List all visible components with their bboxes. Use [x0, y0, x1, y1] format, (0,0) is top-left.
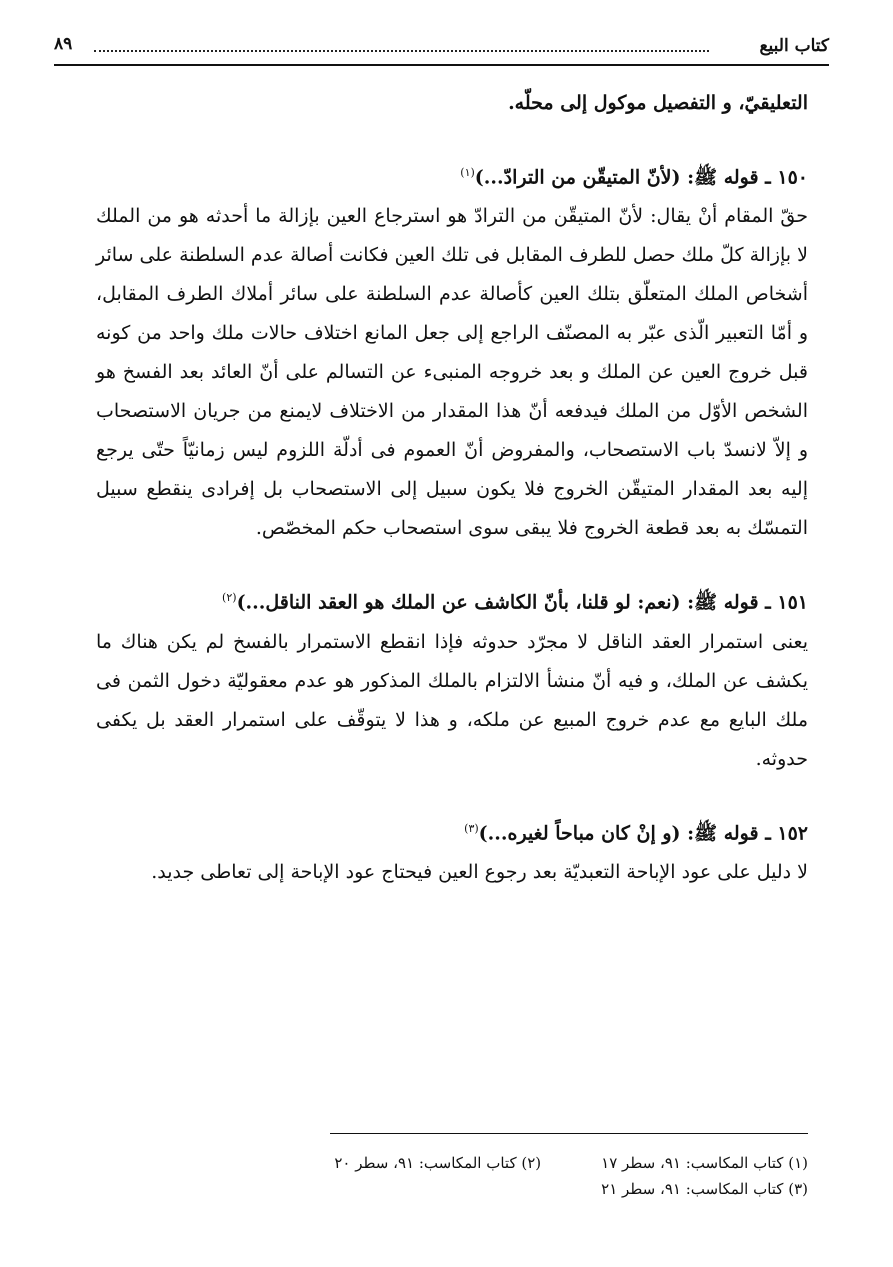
footnote-ref: (٢) — [222, 591, 237, 605]
footnote-row — [180, 1150, 808, 1176]
section-heading-152 — [96, 809, 808, 853]
footnote-divider — [330, 1133, 808, 1134]
header-dot-leader — [94, 50, 709, 52]
heading-text: ١٥٠ ـ قوله ﷺ: (لأنّ المتيقّن من الترادّ...) — [474, 166, 808, 189]
paragraph-152: لا دليل على عود الإباحة التعبديّة بعد رجوع العين فيحتاج عود الإباحة إلى تعاطى جديد. — [151, 860, 808, 883]
paragraph-continuation — [96, 84, 808, 123]
heading-text: ١٥٢ ـ قوله ﷺ: (و إنْ كان مباحاً لغيره...) — [478, 821, 808, 844]
main-text — [96, 84, 808, 892]
footnotes — [180, 1150, 808, 1202]
footnote-1: (١) كتاب المكاسب: ٩١، سطر ١٧ — [601, 1154, 808, 1172]
section-heading-150 — [96, 153, 808, 197]
running-header — [54, 30, 829, 66]
section-heading-151 — [96, 578, 808, 622]
footnote-2: (٢) كتاب المكاسب: ٩١، سطر ٢٠ — [334, 1154, 542, 1172]
footnote-ref: (٣) — [464, 821, 479, 835]
paragraph-150: حقّ المقام أنْ يقال: لأنّ المتيقّن من الترادّ هو استرجاع العين بإزالة ما أحدثه هو من الملك لا بإزالة كلّ ملك حصل للطرف المقابل فى تلك العين فكانت أصالة عدم السلطنة على سائر أشخاص الملك المتعلّق بتلك العين كأصالة عدم السلطنة على سائر أملاك الطرف المقابل، و أمّا التعبير الّذى عبّر به المصنّف الراجع إلى جعل المانع اختلاف حالات ملك واحد من كونه قبل خروج العين عن الملك و بعد خروجه المنبىء عن التسالم على أنّ العائد بعد الفسخ هو الشخص الأوّل من الملك فيدفعه أنّ هذا المقدار من الاختلاف لايمنع من جريان الاستصحاب و إلاّ لانسدّ باب الاستصحاب، والمفروض أنّ العموم فى أدلّة اللزوم ليس زمانيّاً حتّى يرجع إليه بعد المقدار المتيقّن الخروج فلا يكون سبيل إلى الاستصحاب بل إفرادى ينقطع سبيل التمسّك به بعد قطعة الخروج فلا يبقى سوى استصحاب حكم المخصّص. — [96, 205, 808, 540]
footnote-ref: (١) — [460, 166, 475, 179]
book-title: كتاب البيع — [759, 36, 829, 56]
heading-text: ١٥١ ـ قوله ﷺ: (نعم: لو قلنا، بأنّ الكاشف عن الملك هو العقد الناقل...) — [236, 591, 808, 614]
paragraph-151: يعنى استمرار العقد الناقل لا مجرّد حدوثه فإذا انقطع الاستمرار بالفسخ لم يكن هناك ما يكشف عن الملك، و فيه أنّ منشأ الالتزام بالملك المذكور هو عدم معقوليّة دخول الثمن فى ملك البايع مع عدم خروج المبيع عن ملكه، و هذا لا يتوقّف على استمرار العقد بل يكفى حدوثه. — [96, 630, 808, 770]
paragraph-text: التعليقيّ، و التفصيل موكول إلى محلّه. — [508, 92, 808, 114]
footnote-3: (٣) كتاب المكاسب: ٩١، سطر ٢١ — [601, 1180, 808, 1198]
page-number: ٨٩ — [54, 34, 73, 54]
header-rule — [54, 64, 829, 66]
footnote-row — [180, 1176, 808, 1202]
